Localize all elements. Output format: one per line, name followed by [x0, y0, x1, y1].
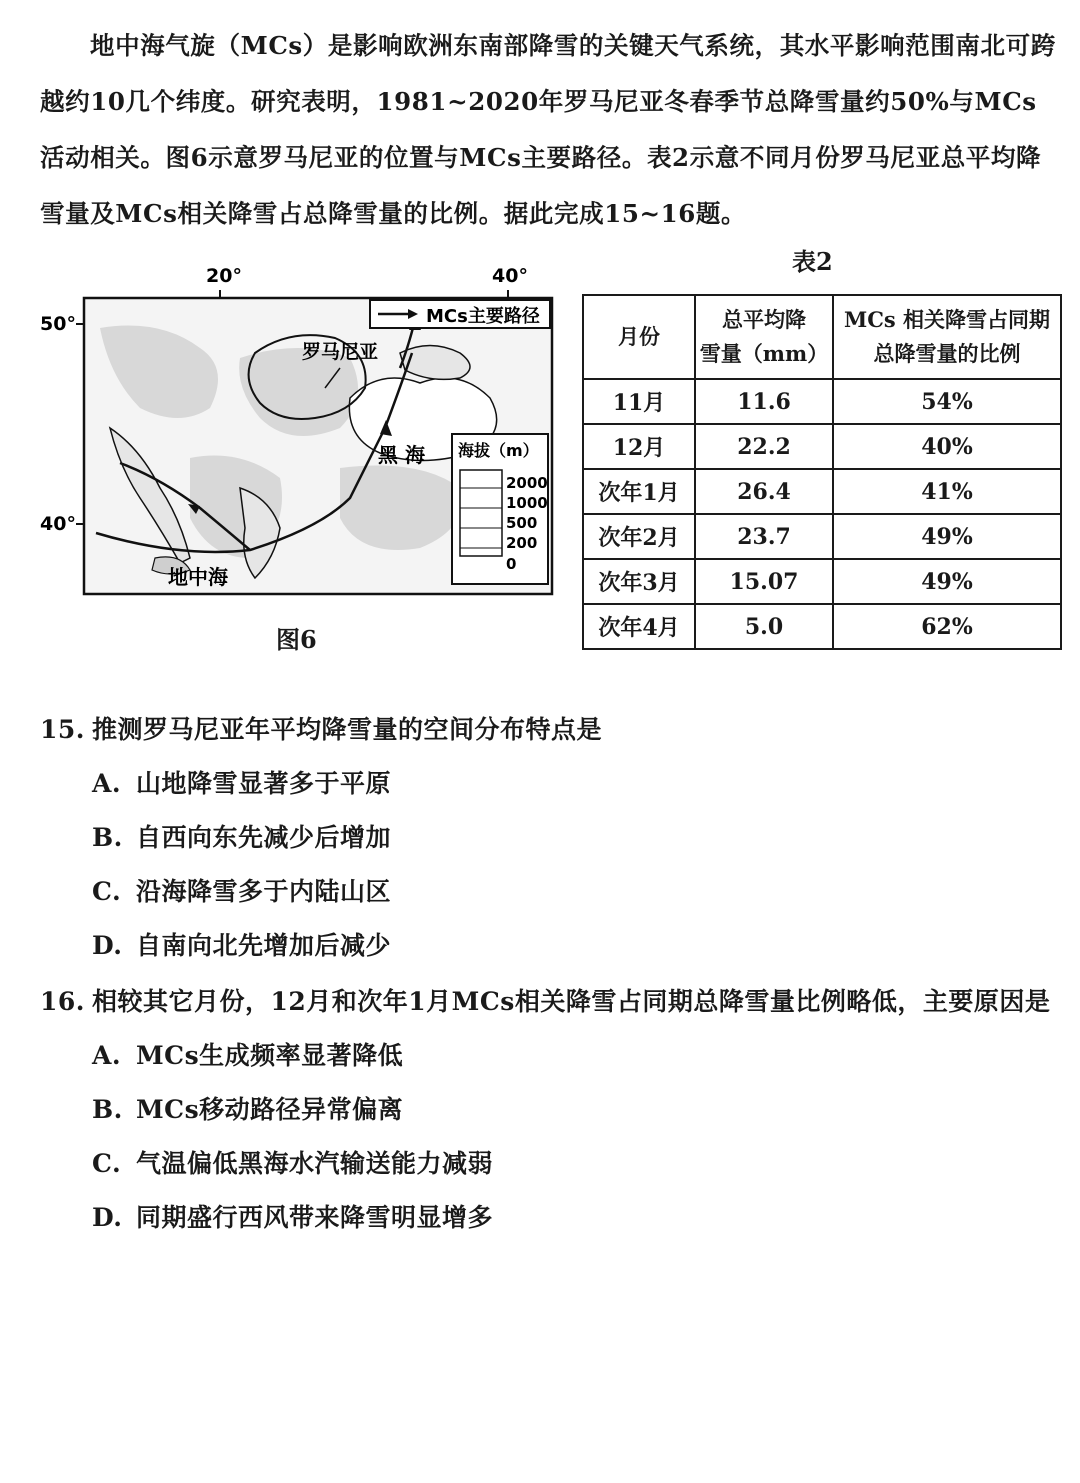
- q16-option-d[interactable]: D. 同期盛行西风带来降雪明显增多: [92, 1203, 494, 1232]
- q16-option-b[interactable]: B. MCs移动路径异常偏离: [92, 1095, 404, 1124]
- q16-option-a[interactable]: A. MCs生成频率显著降低: [92, 1041, 404, 1070]
- lat-label-50: 50°: [40, 313, 76, 335]
- elevation-level-500: 500: [506, 514, 538, 532]
- figure-6-map: [40, 258, 570, 658]
- lat-label-40: 40°: [40, 513, 76, 535]
- label-black-sea: 黑 海: [378, 443, 425, 467]
- question-16-stem: 16. 相较其它月份，12月和次年1月MCs相关降雪占同期总降雪量比例略低，主要原因是: [40, 987, 1051, 1016]
- question-15-stem: 15. 推测罗马尼亚年平均降雪量的空间分布特点是: [40, 715, 603, 744]
- label-mediterranean: 地中海: [168, 565, 228, 589]
- table-header-row: [583, 295, 1061, 379]
- table-row: 12月 22.2 40%: [583, 424, 1061, 469]
- figure-caption: 图6: [276, 625, 317, 654]
- q15-option-a[interactable]: A. 山地降雪显著多于平原: [92, 769, 392, 798]
- table-row: 次年1月 26.4 41%: [583, 469, 1061, 514]
- map-svg: [40, 258, 570, 628]
- elevation-level-2000: 2000: [506, 474, 548, 492]
- table-caption: 表2: [792, 247, 833, 276]
- intro-paragraph: 地中海气旋（MCs）是影响欧洲东南部降雪的关键天气系统，其水平影响范围南北可跨越约10几个纬度。研究表明，1981~2020年罗马尼亚冬春季节总降雪量约50%与MCs活动相关。图6示意罗马尼亚的位置与MCs主要路径。表2示意不同月份罗马尼亚总平均降雪量及MCs相关降雪占总降雪量的比例。据此完成15~16题。: [40, 31, 1056, 228]
- header-month: 月份: [583, 295, 695, 379]
- header-mcs-ratio: MCs 相关降雪占同期 总降雪量的比例: [833, 295, 1061, 379]
- elevation-title: 海拔（m）: [458, 441, 539, 460]
- elevation-level-1000: 1000: [506, 494, 548, 512]
- q15-option-c[interactable]: C. 沿海降雪多于内陆山区: [92, 877, 392, 906]
- q15-option-d[interactable]: D. 自南向北先增加后减少: [92, 931, 392, 960]
- table-row: 次年4月 5.0 62%: [583, 604, 1061, 649]
- table-row: 次年3月 15.07 49%: [583, 559, 1061, 604]
- table-row: 11月 11.6 54%: [583, 379, 1061, 424]
- lon-label-20: 20°: [206, 265, 242, 287]
- elevation-level-200: 200: [506, 534, 538, 552]
- elevation-swatch-column: [460, 470, 502, 556]
- elevation-level-0: 0: [506, 555, 517, 573]
- q16-option-c[interactable]: C. 气温偏低黑海水汽输送能力减弱: [92, 1149, 494, 1178]
- header-total-snowfall: 总平均降 雪量（mm）: [695, 295, 833, 379]
- label-romania: 罗马尼亚: [302, 341, 379, 363]
- q15-option-b[interactable]: B. 自西向东先减少后增加: [92, 823, 392, 852]
- snowfall-table: [582, 294, 1062, 650]
- table-row: 次年2月 23.7 49%: [583, 514, 1061, 559]
- legend-label: MCs主要路径: [426, 306, 540, 327]
- lon-label-40: 40°: [492, 265, 528, 287]
